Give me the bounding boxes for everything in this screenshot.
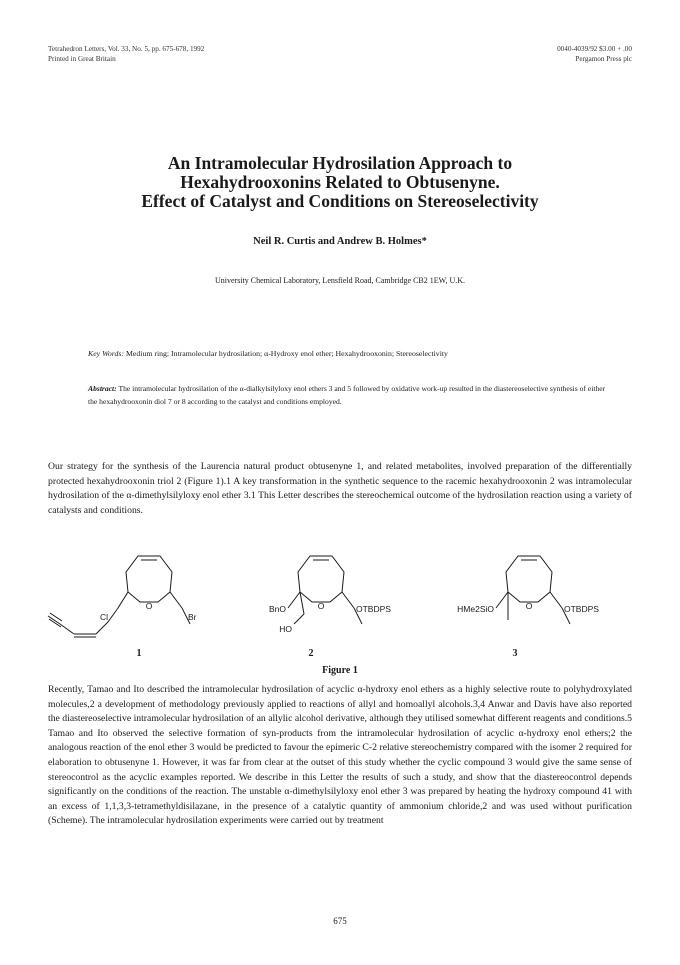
- abstract: [88, 383, 608, 408]
- journal-line: Tetrahedron Letters, Vol. 33, No. 5, pp. 675-678, 1992: [48, 45, 205, 53]
- ring-oxygen-label: O: [145, 601, 153, 611]
- compound-1-number: 1: [136, 648, 142, 659]
- title-line: An Intramolecular Hydrosilation Approach to: [167, 153, 513, 173]
- page-number: 675: [333, 916, 347, 926]
- ring-oxygen-label: O: [525, 601, 533, 611]
- compound-1-left-label: Cl: [99, 612, 108, 622]
- publisher-line: Pergamon Press plc: [575, 55, 632, 63]
- compound-2-number: 2: [308, 648, 314, 659]
- printed-line: Printed in Great Britain: [48, 55, 116, 63]
- abstract-text: The intramolecular hydrosilation of the α-dialkylsilyloxy enol ethers 3 and 5 followed by oxidative work-up resulted in the diastereoselective synthesis of either the hexahydrooxonin diol 7 or 8 according to the catalyst and conditions employed.: [88, 384, 606, 406]
- abstract-label: Abstract:: [88, 384, 117, 393]
- compound-3-structure: [496, 556, 570, 624]
- figure-1: [48, 548, 632, 658]
- authors: Neil R. Curtis and Andrew B. Holmes*: [253, 236, 427, 247]
- structures-drawing: [48, 548, 632, 658]
- affiliation: University Chemical Laboratory, Lensfield Road, Cambridge CB2 1EW, U.K.: [214, 276, 466, 285]
- compound-2-right-label: OTBDPS: [356, 604, 391, 614]
- compound-1-right-label: Br: [188, 612, 197, 622]
- title-line: Effect of Catalyst and Conditions on Stereoselectivity: [141, 191, 539, 211]
- figure-caption: Figure 1: [322, 665, 358, 676]
- ring-oxygen-label: O: [317, 601, 325, 611]
- paper-title: [40, 154, 640, 211]
- price-info: [557, 44, 632, 64]
- compound-2-left-label: BnO: [268, 604, 286, 614]
- compound-1-structure: [48, 556, 190, 637]
- title-line: Hexahydrooxonins Related to Obtusenyne.: [180, 172, 500, 192]
- compound-3-number: 3: [512, 648, 518, 659]
- compound-3-right-label: OTBDPS: [564, 604, 599, 614]
- compound-3-left-label: HMe2SiO: [457, 604, 494, 614]
- body-paragraph-1: Our strategy for the synthesis of the Laurencia natural product obtusenyne 1, and related metabolites, involved preparation of the differentially protected hexahydrooxonin triol 2 (Figure 1).1 A key transformation in the synthetic sequence to the racemic hexahydrooxonin 2 was intramolecular hydrosilation of the α-dimethylsilyloxy enol ether 3.1 This Letter describes the stereochemical outcome of the hydrosilation reaction using a variety of catalysts and conditions.: [48, 461, 632, 516]
- keywords-text: Medium ring; Intramolecular hydrosilation; α-Hydroxy enol ether; Hexahydrooxonin; Stereoselectivity: [124, 349, 448, 358]
- keywords: [88, 349, 648, 358]
- keywords-label: Key Words:: [88, 349, 125, 358]
- journal-citation: [48, 44, 204, 64]
- body-paragraph-2: Recently, Tamao and Ito described the intramolecular hydrosilation of acyclic α-hydroxy enol ethers as a highly selective route to polyhydroxylated molecules,2 a development of methodology previously applied to reactions of allyl and homoallyl alcohols.3,4 Anwar and Davis have also reported the diastereoselective intramolecular hydrosilation of an allylic alcohol derivative, although they utilised somewhat different reagents and conditions.5 Tamao and Ito observed the selective formation of syn-products from the intramolecular hydrosilation of acyclic α-hydroxy enol ethers;2 the analogous reaction of the enol ether 3 would be predicted to favour the epimeric C-2 relative stereochemistry compared with the isomer 2 required for elaboration to obtusenyne 1. However, it was far from clear at the outset of this study whether the cyclic compound 3 would give the same sense of stereocontrol as the acyclic examples reported. We describe in this Letter the results of such a study, and show that the diastereocontrol depends significantly on the conditions of the reaction. The unstable α-dimethylsilyloxy enol ether 3 was prepared by heating the hydroxy compound 41 with an excess of 1,1,3,3-tetramethyldisilazane, in the presence of a catalytic quantity of ammonium chloride,2 and was used without purification (Scheme). The intramolecular hydrosilation experiments were carried out by treatment: [48, 684, 632, 827]
- price-line: 0040-4039/92 $3.00 + .00: [557, 45, 632, 53]
- compound-2-bottom-label: HO: [279, 624, 292, 634]
- compound-2-structure: [288, 556, 362, 624]
